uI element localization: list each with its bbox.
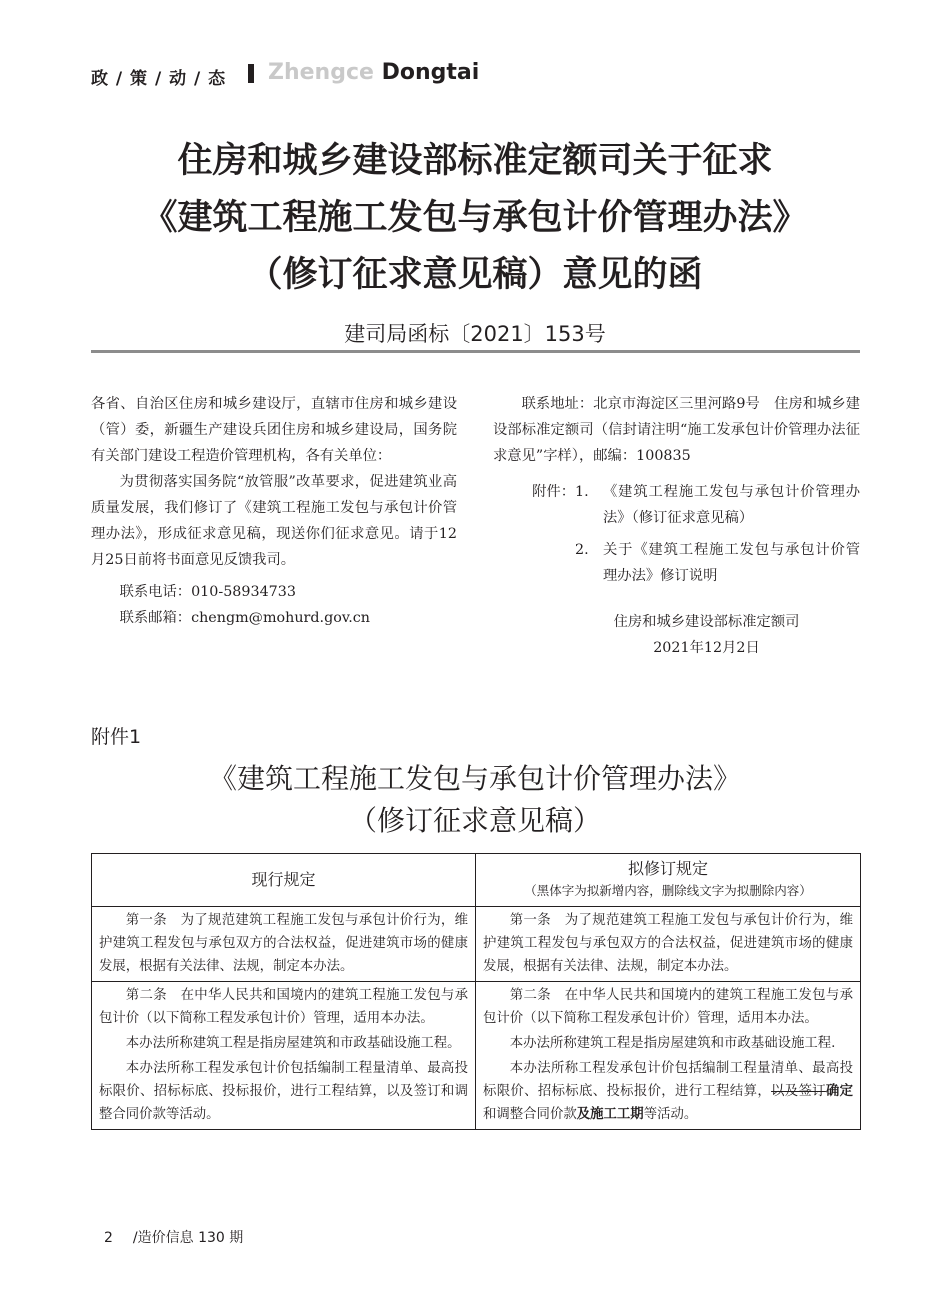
sign-date: 2021年12月2日 [653,640,760,656]
section-label-en-light: Zhengce [268,60,374,85]
letter-salutation: 各省、自治区住房和城乡建设厅，直辖市住房和城乡建设（管）委，新疆生产建设兵团住房和城乡建设局，国务院有关部门建设工程造价管理机构，各有关单位： [91,396,457,464]
signer: 住房和城乡建设部标准定额司 [613,614,800,630]
revised-article-2: 第二条 在中华人民共和国境内的建筑工程施工发包与承包计价（以下简称工程发承包计价）管理，适用本办法。 本办法所称建筑工程是指房屋建筑和市政基础设施工程. 本办法所称工程发承包计价包括编制工程量清单、最高投标限价、招标标底、投标报价，进行工程结算，以及签订确定和调整合同价款及施工工期等活动。 [476,982,861,1130]
comparison-table [91,853,861,1130]
publication-name: /造价信息 130 期 [132,1230,244,1246]
contact-email: 联系邮箱：chengm@mohurd.gov.cn [119,610,370,626]
letter-body: 为贯彻落实国务院“放管服”改革要求，促进建筑业高质量发展，我们修订了《建筑工程施工发包与承包计价管理办法》，形成征求意见稿，现送你们征求意见。请于12月25日前将书面意见反馈我司。 [91,474,457,568]
appendix-title-line-2: （修订征求意见稿） [348,804,601,837]
attachment-text: 关于《建筑工程施工发包与承包计价管理办法》修订说明 [603,542,860,584]
attachment-number: 1. [575,484,589,500]
attachment-number: 2. [575,542,589,558]
section-label-en-dark: Dongtai [381,60,480,85]
col-header-revised-note: （黑体字为拟新增内容，删除线文字为拟删除内容） [524,883,812,898]
section-label-cn: 政 / 策 / 动 / 态 [91,69,227,89]
letter-right-column [493,391,860,661]
appendix-label: 附件1 [91,726,142,748]
current-article-2: 第二条 在中华人民共和国境内的建筑工程施工发包与承包计价（以下简称工程发承包计价）管理，适用本办法。 本办法所称建筑工程是指房屋建筑和市政基础设施工程。 本办法所称工程发承包计价包括编制工程量清单、最高投标限价、招标标底、投标报价，进行工程结算，以及签订和调整合同价款等活动。 [92,982,476,1130]
page-title-line-3: （修订征求意见稿）意见的函 [247,255,703,295]
table-row [92,982,861,1130]
attachment-item [493,479,860,531]
col-header-revised [476,854,861,907]
section-label-en [268,60,479,85]
title-rule [91,350,860,353]
page-title-line-2: 《建筑工程施工发包与承包计价管理办法》 [142,198,808,238]
col-header-current: 现行规定 [92,854,476,907]
added-text: 及施工工期 [576,1106,644,1122]
col-header-revised-label: 拟修订规定 [627,859,708,878]
section-divider-bar [248,64,254,83]
attachments-label: 附件： [532,484,575,500]
table-row [92,907,861,982]
current-article-1: 第一条 为了规范建筑工程施工发包与承包计价行为，维护建筑工程发包与承包双方的合法权益，促进建筑市场的健康发展，根据有关法律、法规，制定本办法。 [92,907,476,982]
contact-address: 联系地址：北京市海淀区三里河路9号 住房和城乡建设部标准定额司（信封请注明“施工发承包计价管理办法征求意见”字样），邮编：100835 [493,396,860,464]
appendix-title-line-1: 《建筑工程施工发包与承包计价管理办法》 [208,762,741,795]
attachment-item [493,537,860,589]
revised-article-1: 第一条 为了规范建筑工程施工发包与承包计价行为，维护建筑工程发包与承包双方的合法权益，促进建筑市场的健康发展，根据有关法律、法规，制定本办法。 [476,907,861,982]
deleted-text: 以及签订 [771,1084,826,1099]
table-header-row [92,854,861,907]
page-footer [104,1227,243,1247]
revised-article-2-p3: 本办法所称工程发承包计价包括编制工程量清单、最高投标限价、招标标底、投标报价，进行工程结算，以及签订确定和调整合同价款及施工工期等活动。 [483,1061,854,1122]
attachment-text: 《建筑工程施工发包与承包计价管理办法》（修订征求意见稿） [603,484,860,526]
letter-left-column [91,391,457,631]
document-number: 建司局函标〔2021〕153号 [344,322,606,346]
contact-phone: 联系电话：010-58934733 [119,584,296,600]
added-text: 确定 [825,1083,854,1099]
page-number: 2 [104,1230,113,1246]
page-title-line-1: 住房和城乡建设部标准定额司关于征求 [177,141,773,181]
